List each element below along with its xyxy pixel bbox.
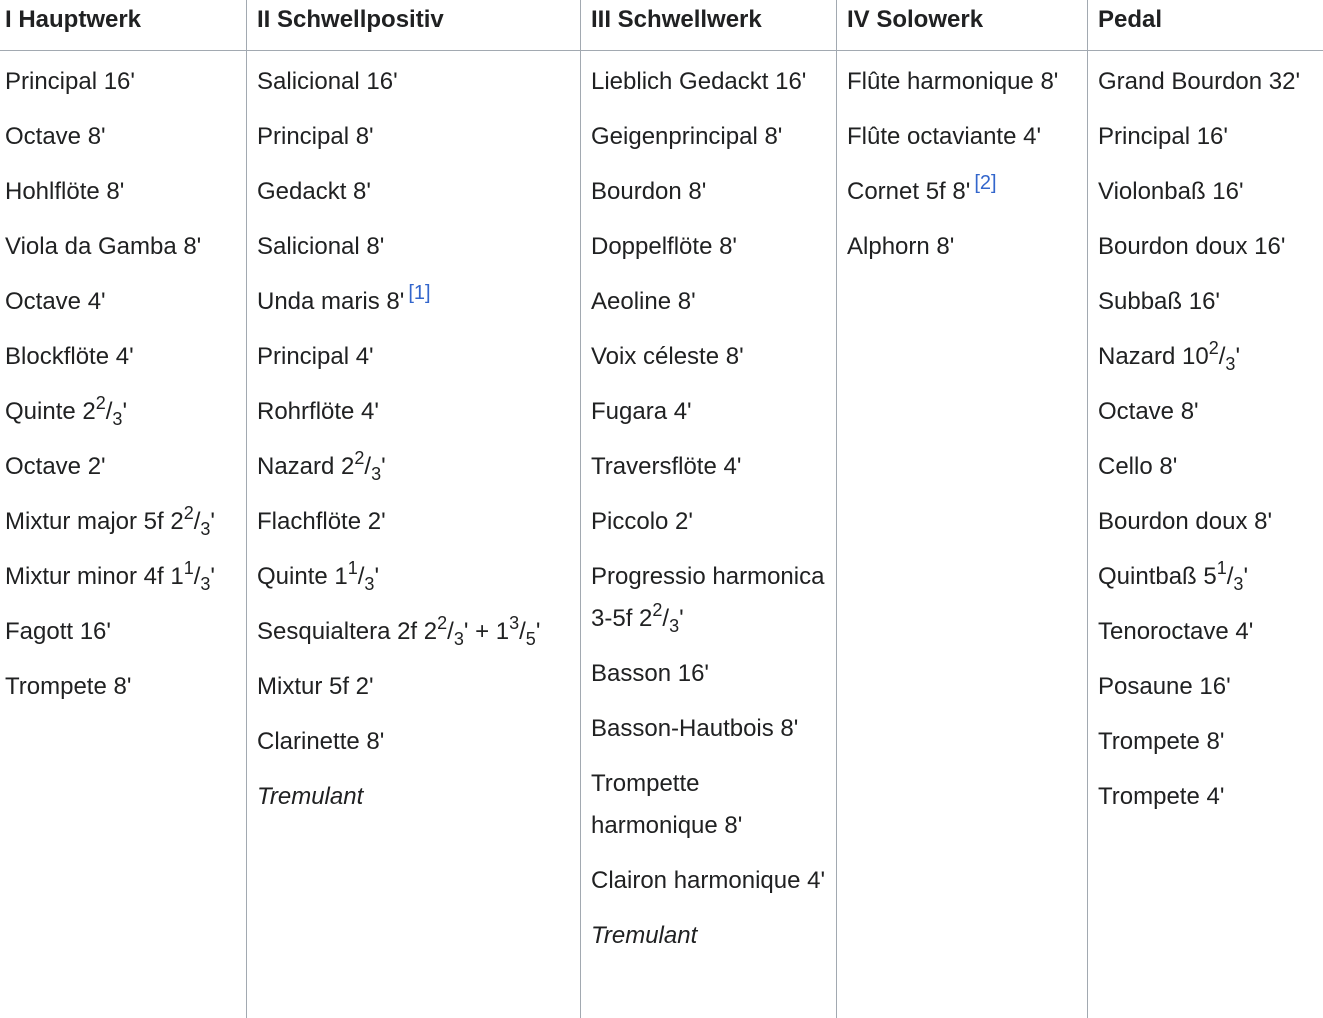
stop-name: Octave 2' xyxy=(5,453,106,480)
column-header: II Schwellpositiv xyxy=(247,0,581,51)
stop-cell xyxy=(0,171,247,213)
stop-name: Cornet 5f 8' xyxy=(847,178,971,205)
stop-cell xyxy=(247,336,581,378)
stop-name: Flûte harmonique 8' xyxy=(847,68,1059,95)
stop-cell: Sesquialtera 2f $2^2/_3' + 1^3/_5'$ xyxy=(257,613,541,649)
stop-name: Viola da Gamba 8' xyxy=(5,233,202,260)
stop-cell xyxy=(837,226,1088,268)
stop-name: Grand Bourdon 32' xyxy=(1098,68,1301,95)
stop-cell xyxy=(0,61,247,103)
stop-cell xyxy=(1088,281,1323,323)
stop-cell xyxy=(1088,61,1323,103)
stop-cell xyxy=(247,116,581,158)
stop-cell xyxy=(247,776,581,818)
stop-cell xyxy=(1088,501,1323,543)
stop-cell xyxy=(581,281,837,323)
stop-name: Basson 16' xyxy=(591,660,709,687)
stop-name: Principal 8' xyxy=(257,123,374,150)
stop-name: Gedackt 8' xyxy=(257,178,371,205)
stop-name: Salicional 8' xyxy=(257,233,385,260)
stop-cell xyxy=(0,281,247,323)
stop-suffix: ' xyxy=(210,508,216,535)
fraction-numerator: 2 xyxy=(1208,338,1219,358)
fraction-denominator: 3 xyxy=(371,464,382,484)
stop-name-cont: ' + 1 xyxy=(463,618,510,645)
stop-name: Quintbaß 5 xyxy=(1098,563,1217,590)
fraction-numerator: 2 xyxy=(183,503,194,523)
stop-suffix: ' xyxy=(381,453,386,480)
stop-name: Octave 8' xyxy=(1098,398,1199,425)
stop-name: Fagott 16' xyxy=(5,618,111,645)
stop-name: Mixtur minor 4f 1 xyxy=(5,563,184,590)
fraction-numerator: 2 xyxy=(95,393,106,413)
stop-name: Nazard 10 xyxy=(1098,343,1209,370)
stop-name: Bourdon 8' xyxy=(591,178,707,205)
stop-name: Aeoline 8' xyxy=(591,288,696,315)
stop-cell: Nazard $2^2/_3'$ xyxy=(257,448,386,484)
stop-cell: Quinte $2^2/_3'$ xyxy=(5,393,128,429)
stop-name: Flûte octaviante 4' xyxy=(847,123,1042,150)
footnote-link[interactable]: [1] xyxy=(408,282,431,304)
stop-cell xyxy=(1088,446,1323,488)
stop-suffix: ' xyxy=(374,563,380,590)
stop-suffix: ' xyxy=(1235,343,1241,370)
stop-cell xyxy=(1088,226,1323,268)
column-header: I Hauptwerk xyxy=(0,0,247,51)
stop-name: Quinte 1 xyxy=(257,563,348,590)
stop-cell xyxy=(581,391,837,433)
column-header: Pedal xyxy=(1088,0,1323,51)
stop-name: Posaune 16' xyxy=(1098,673,1231,700)
stop-cell xyxy=(1088,171,1323,213)
stop-name: Principal 4' xyxy=(257,343,374,370)
stop-cell xyxy=(1088,776,1323,818)
stop-cell xyxy=(581,116,837,158)
stop-suffix: ' xyxy=(535,618,541,645)
fraction-denominator: 3 xyxy=(1233,574,1244,594)
fraction-denominator: 3 xyxy=(200,519,211,539)
fraction-numerator: 2 xyxy=(652,600,663,620)
stop-cell xyxy=(837,171,1088,213)
fraction-numerator: 1 xyxy=(1216,558,1227,578)
column-pedal xyxy=(1087,0,1323,1018)
fraction-numerator: 1 xyxy=(347,558,358,578)
fraction-denominator: 3 xyxy=(453,629,464,649)
stop-name: Violonbaß 16' xyxy=(1098,178,1244,205)
stop-cell xyxy=(837,116,1088,158)
stop-cell: Mixtur major 5f $2^2/_3'$ xyxy=(5,503,216,539)
stop-cell xyxy=(247,61,581,103)
stop-cell xyxy=(247,281,581,323)
stop-name: Voix céleste 8' xyxy=(591,343,744,370)
stop-name: Subbaß 16' xyxy=(1098,288,1221,315)
stop-name: Unda maris 8' xyxy=(257,288,405,315)
fraction-denominator: 3 xyxy=(200,574,211,594)
tremulant-label: Tremulant xyxy=(591,922,698,949)
fraction-numerator: 3 xyxy=(509,613,520,633)
fraction-denominator: 3 xyxy=(364,574,375,594)
stop-cell xyxy=(581,501,837,543)
fraction-numerator: 1 xyxy=(183,558,194,578)
stop-cell: Mixtur minor 4f $1^1/_3'$ xyxy=(5,558,216,594)
stop-name: Principal 16' xyxy=(1098,123,1228,150)
stop-suffix: ' xyxy=(122,398,128,425)
stop-cell xyxy=(247,171,581,213)
stop-cell xyxy=(581,61,837,103)
stop-cell xyxy=(1088,611,1323,653)
stop-cell xyxy=(0,666,247,708)
stop-name: Trompete 8' xyxy=(5,673,132,700)
stop-name: Fugara 4' xyxy=(591,398,692,425)
stop-name: Clarinette 8' xyxy=(257,728,385,755)
stop-cell xyxy=(581,653,837,695)
stop-cell xyxy=(1088,721,1323,763)
stop-cell: Progressio harmonica 3-5f $2^2/_3'$ xyxy=(591,563,825,636)
stop-cell xyxy=(581,763,831,847)
stop-cell: Nazard $10^2/_3'$ xyxy=(1098,338,1241,374)
fraction-denominator: 5 xyxy=(525,629,536,649)
stop-name: Doppelflöte 8' xyxy=(591,233,738,260)
stop-cell xyxy=(0,226,247,268)
stop-cell: Quintbaß $5^1/_3'$ xyxy=(1098,558,1249,594)
stop-cell xyxy=(0,611,247,653)
stop-cell xyxy=(1088,666,1323,708)
stop-name: Flachflöte 2' xyxy=(257,508,386,535)
column-solowerk xyxy=(836,0,1088,1018)
stop-name: Octave 8' xyxy=(5,123,106,150)
stop-name: Trompete 8' xyxy=(1098,728,1225,755)
stop-name: Bourdon doux 8' xyxy=(1098,508,1273,535)
stop-cell xyxy=(0,446,247,488)
stop-name: Mixtur 5f 2' xyxy=(257,673,374,700)
stop-name: Basson-Hautbois 8' xyxy=(591,715,799,742)
stop-suffix: ' xyxy=(679,605,684,632)
stop-suffix: ' xyxy=(1243,563,1249,590)
stop-name: Salicional 16' xyxy=(257,68,398,95)
stop-cell: Quinte $1^1/_3'$ xyxy=(257,558,380,594)
stop-cell xyxy=(581,446,837,488)
stop-cell xyxy=(1088,116,1323,158)
stop-name: Rohrflöte 4' xyxy=(257,398,379,425)
stop-name: Bourdon doux 16' xyxy=(1098,233,1286,260)
column-header: III Schwellwerk xyxy=(581,0,837,51)
stop-name: Tenoroctave 4' xyxy=(1098,618,1254,645)
column-header: IV Solowerk xyxy=(837,0,1088,51)
stop-name: Quinte 2 xyxy=(5,398,96,425)
stop-name: Clairon harmonique 4' xyxy=(591,867,826,894)
stop-name: Trompete 4' xyxy=(1098,783,1225,810)
footnote-link[interactable]: [2] xyxy=(974,172,997,194)
column-hauptwerk xyxy=(0,0,247,1018)
fraction-denominator: 3 xyxy=(669,616,680,636)
stop-suffix: ' xyxy=(210,563,216,590)
stop-name: Traversflöte 4' xyxy=(591,453,742,480)
stop-name: Alphorn 8' xyxy=(847,233,955,260)
fraction-numerator: 2 xyxy=(437,613,448,633)
stop-cell xyxy=(247,226,581,268)
stop-name: Octave 4' xyxy=(5,288,106,315)
stop-name: Blockflöte 4' xyxy=(5,343,134,370)
column-schwellwerk xyxy=(580,0,837,1018)
stop-name: Hohlflöte 8' xyxy=(5,178,125,205)
stop-name: Principal 16' xyxy=(5,68,135,95)
stop-name: Trompette harmonique 8' xyxy=(591,770,743,839)
column-schwellpositiv xyxy=(246,0,581,1018)
stop-cell xyxy=(581,915,837,957)
stop-cell xyxy=(581,226,837,268)
stop-cell xyxy=(247,501,581,543)
stop-name: Sesquialtera 2f 2 xyxy=(257,618,438,645)
tremulant-label: Tremulant xyxy=(257,783,364,810)
stop-name: Piccolo 2' xyxy=(591,508,693,535)
stop-name: Geigenprincipal 8' xyxy=(591,123,783,150)
stop-cell xyxy=(581,171,837,213)
stop-cell xyxy=(0,336,247,378)
stop-cell xyxy=(1088,391,1323,433)
stop-cell xyxy=(581,708,837,750)
stop-name: Nazard 2 xyxy=(257,453,355,480)
fraction-denominator: 3 xyxy=(112,409,123,429)
stop-name: Cello 8' xyxy=(1098,453,1178,480)
fraction-denominator: 3 xyxy=(1225,354,1236,374)
stop-cell xyxy=(247,391,581,433)
fraction-numerator: 2 xyxy=(354,448,365,468)
stop-cell xyxy=(837,61,1088,103)
stop-cell xyxy=(247,721,581,763)
stop-name: Lieblich Gedackt 16' xyxy=(591,68,807,95)
stop-name: Progressio harmonica 3-5f 2 xyxy=(591,563,825,632)
stop-cell xyxy=(0,116,247,158)
stop-cell xyxy=(581,860,831,902)
stop-name: Mixtur major 5f 2 xyxy=(5,508,184,535)
stop-cell xyxy=(247,666,581,708)
stop-cell xyxy=(581,336,837,378)
